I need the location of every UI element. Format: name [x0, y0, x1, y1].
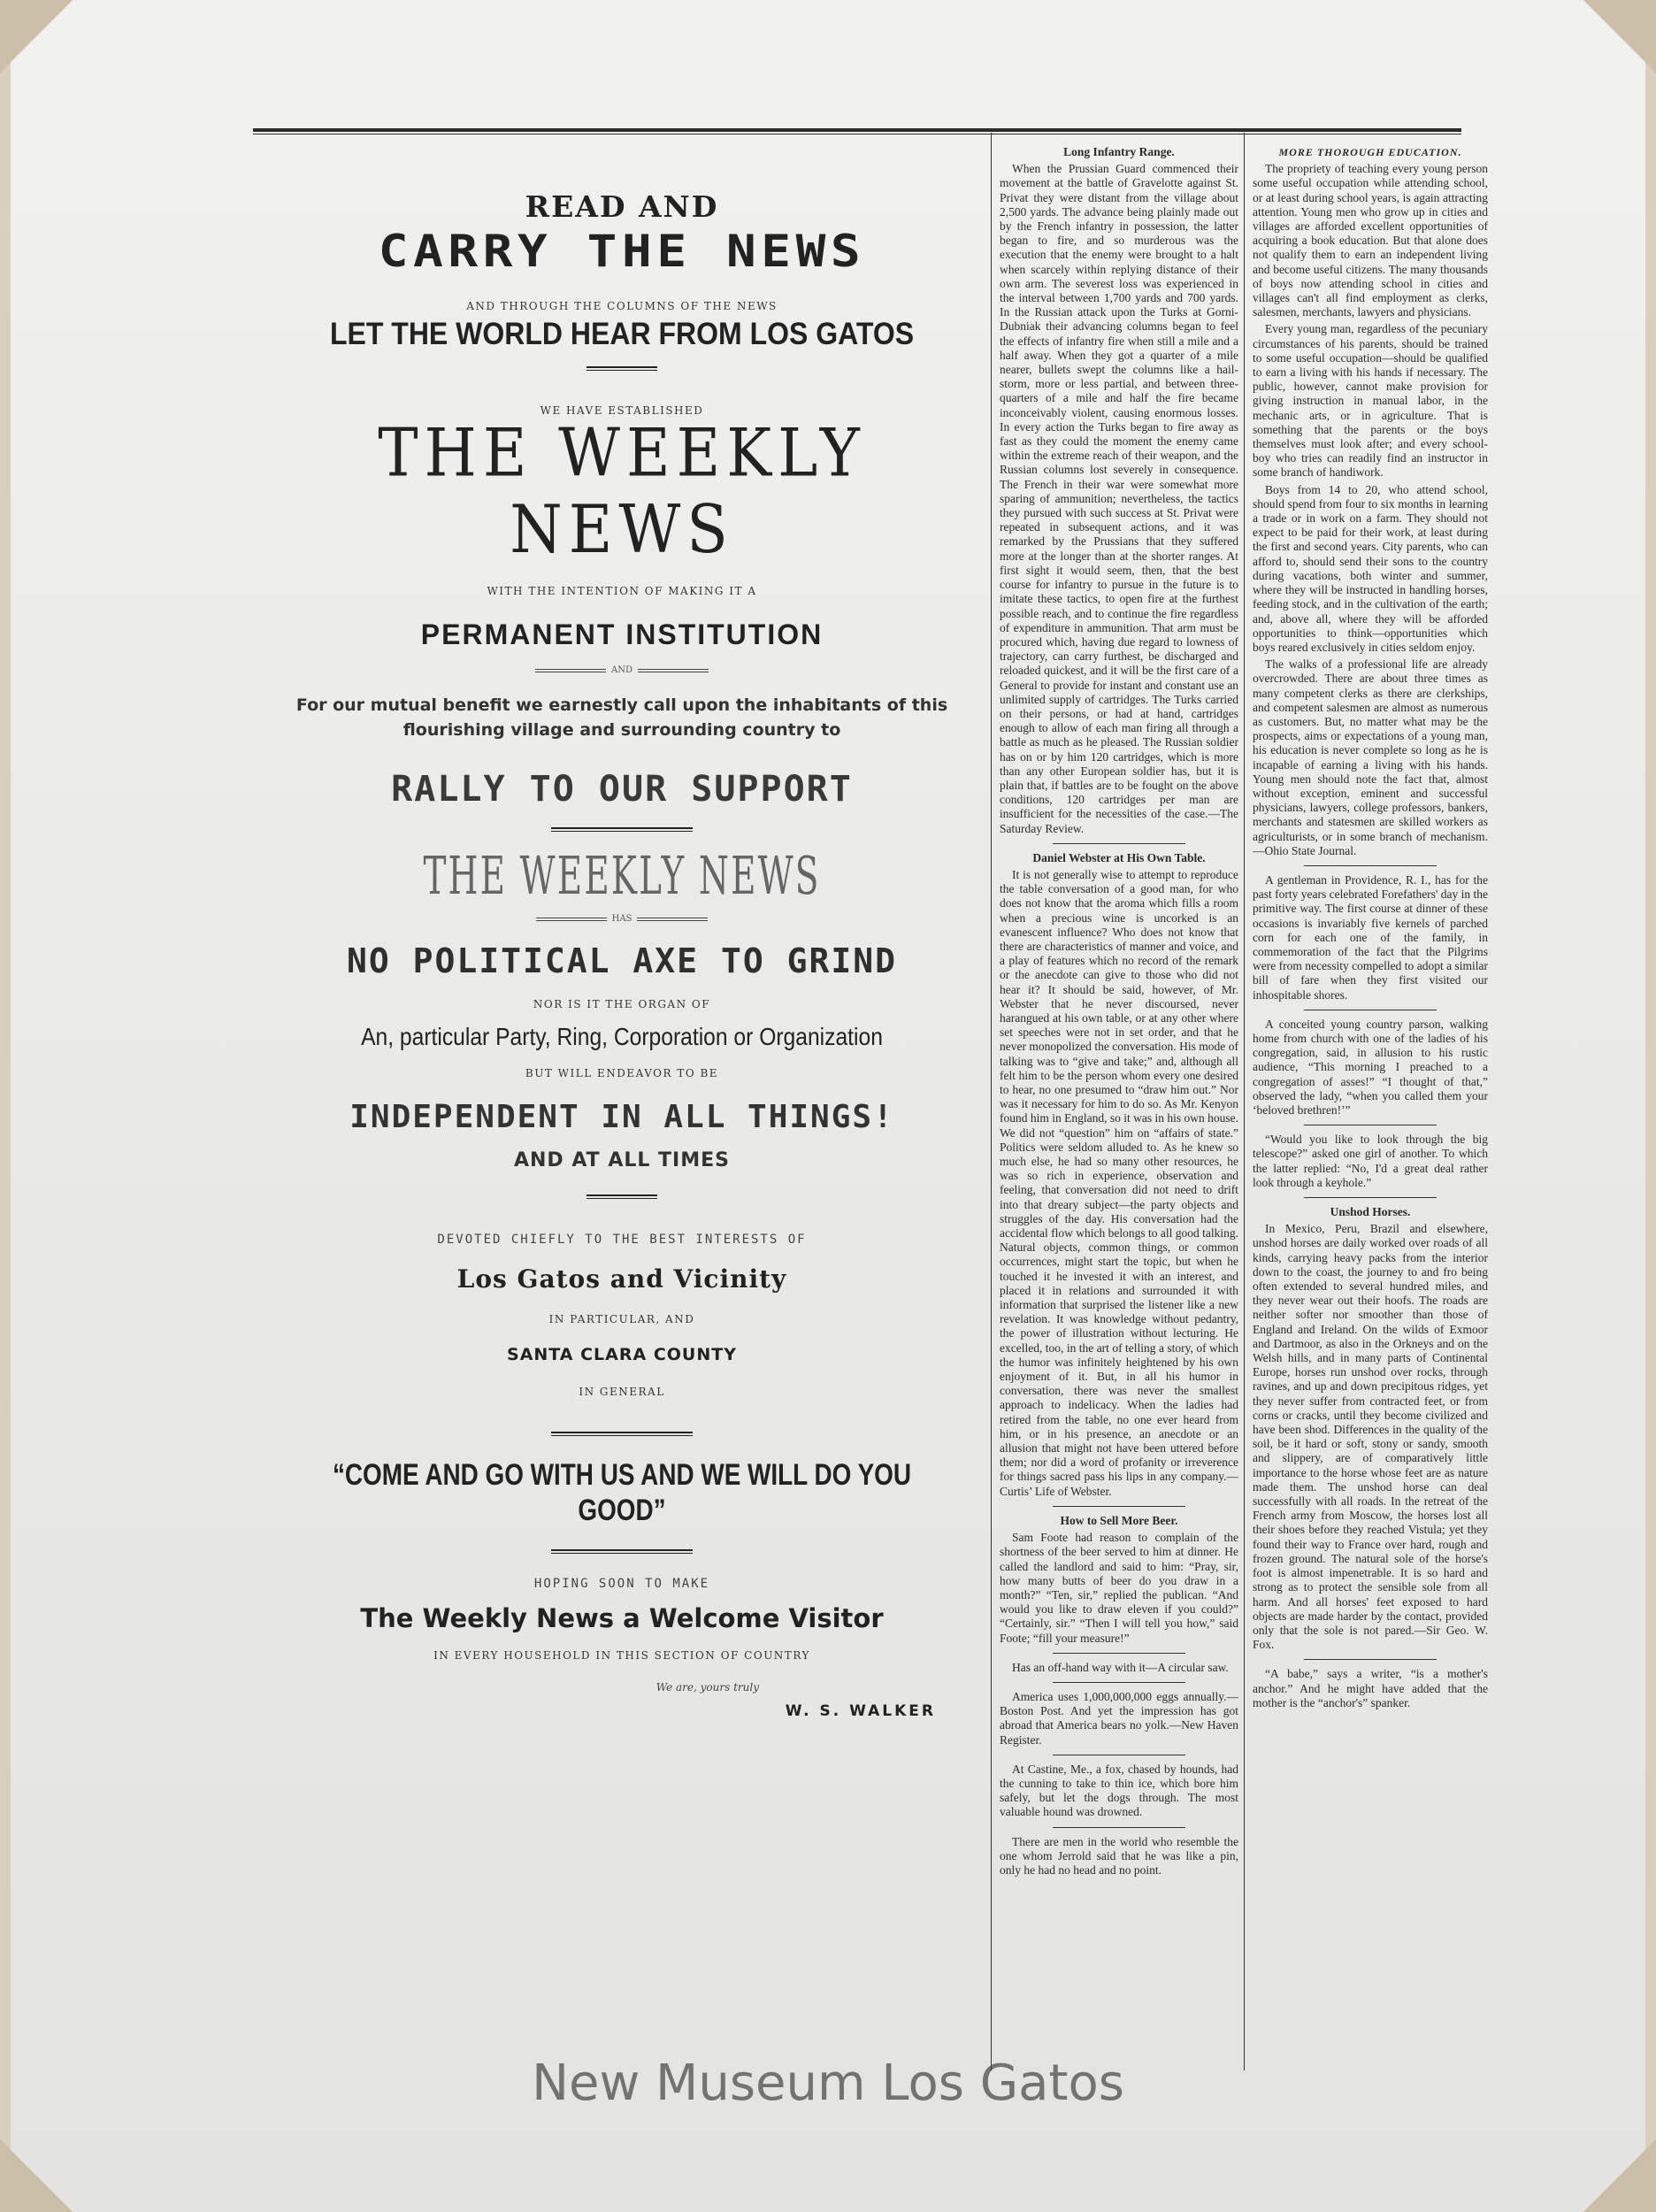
ad-and-divider [255, 665, 989, 675]
ad-in-general: IN GENERAL [579, 1386, 665, 1398]
article-body: When the Prussian Guard commenced their movement at the battle of Gravelotte against St. Privat they were distant from the village about 2,500 yards. The advance being plainly made out by the French infantry in possession, the latter began to fire, and so murderous was the execution that the enemy were brought to a halt when scarcely within replying distance of their own arm. The severest loss was experienced in the interval between 1,700 yards and 700 yards. In the Russian attack upon the Turks at Gorni-Dubniak their advancing columns began to feel the effects of infantry fire when still a mile and a half away. When they got a quarter of a mile nearer, bullets swept the columns like a hail-storm, more or less partial, and between three-quarters of a mile and half the fire became inconceivably violent, causing enormous losses. In every action the Turks began to fire away as fast as they could the moment the enemy came within the extreme reach of their weapon, and the Russian columns lost severely in consequence. The French in their war were somewhat more sparing of ammunition; nevertheless, the tactics they pursued with such success at St. Privat were repeated in subsequent actions, and it was remarked by the Prussians that they suffered more at the longer than at the shorter ranges. At first sight it would seem, then, that the best course for infantry to pursue in the future is to imitate these tactics, to open fire at the furthest possible reach, and to continue the fire regardless of expenditure in ammunition. That arm must be procured which, having due regard to lowness of trajectory, can carry furthest, be discharged and reloaded quickest, and it will be the first care of a General to provide for instant and constant use an unlimited supply of cartridges. The Turks carried on their persons, or had at hand, cartridges enough to allow of each man firing all through a battle as much as he pleased. The Russian soldier has on or by him 120 cartridges, which is more than any other European soldier has, but it is plain that, if battles are to be fought on the above conditions, 120 cartridges per man are insufficient for the necessities of the case.—The Saturday Review. [1000, 162, 1238, 835]
ad-rally-to-support: RALLY TO OUR SUPPORT [391, 769, 853, 810]
article-separator [1053, 1506, 1185, 1507]
ad-weekly-news-condensed: THE WEEKLY NEWS [423, 844, 821, 907]
right-news-column [1253, 142, 1488, 2070]
ad-devoted: DEVOTED CHIEFLY TO THE BEST INTERESTS OF [437, 1233, 807, 1247]
article-body: A conceited young country parson, walking home from church with one of the ladies of his congregation, said, in allusion to his rustic audience, “This morning I preached to a congregation of asses!” “I thought of that,” observed the lady, “when you called them your ‘beloved brethren!’” [1253, 1017, 1488, 1117]
ad-ornament [551, 827, 693, 832]
article-body: At Castine, Me., a fox, chased by hounds, had the cunning to take to thin ice, which bore him safely, but let the dogs through. The most valuable hound was drowned. [1000, 1762, 1238, 1819]
article-body: There are men in the world who resemble the one whom Jerrold said that he was like a pin, only he had no head and no point. [1000, 1834, 1238, 1877]
ad-let-world-hear: LET THE WORLD HEAR FROM LOS GATOS [329, 316, 915, 351]
ad-signature: W. S. WALKER [785, 1702, 936, 1720]
article-body: The walks of a professional life are already overcrowded. There are about three times as many competent clerks as there are clerkships, and competent salesmen are almost as numerous as customers. But, no matter what may be the prospects, aims or expectations of a young man, his education is never complete so long as he is incapable of earning a living with his hands. Young men should note the fact that, almost without exception, eminent and successful physicians, lawyers, college professors, bankers, merchants and statesmen are skilled workers as agriculturists, or in some branch of mechanism.—Ohio State Journal. [1253, 657, 1488, 857]
article-separator [1304, 1659, 1437, 1660]
column-rule [991, 133, 992, 2070]
article-title: MORE THOROUGH EDUCATION. [1278, 146, 1462, 158]
ad-we-are-yours: We are, yours truly [656, 1681, 759, 1694]
article-body: “A babe,” says a writer, “is a mother's anchor.” And he might have added that the mother is the “anchor's” spanker. [1253, 1667, 1488, 1709]
article-body: Boys from 14 to 20, who attend school, should spend from four to six months in learning a trade or in work on a farm. They should not expect to be paid for their work, at least during the first and second years. City parents, who can afford to, should send their sons to the country during vacations, both winter and summer, where they will be instructed in handling horses, feeding stock, and in the cultivation of the earth; and, above all, where they will be afforded opportunities to think—opportunities which boys reared exclusively in cities seldom enjoy. [1253, 482, 1488, 654]
article-body: Has an off-hand way with it—A circular saw. [1012, 1660, 1229, 1674]
article-title: Daniel Webster at His Own Table. [1032, 850, 1206, 864]
mounting-corner [0, 2128, 95, 2212]
ad-every-household: IN EVERY HOUSEHOLD IN THIS SECTION OF COUNTRY [433, 1649, 810, 1662]
weekly-news-advertisement [255, 177, 989, 1720]
article-body: The propriety of teaching every young person some useful occupation while attending school, or at least during school years, is again attracting attention. Young men who grow up in cities and villages are afforded excellent opportunities of acquiring a book education. But that alone does not qualify them to earn an independent living and become useful citizens. The many thousands of boys now attending school in cities and villages can't all find employment as clerks, salesmen, merchants, lawyers and physicians. [1253, 162, 1488, 319]
ad-and-through: AND THROUGH THE COLUMNS OF THE NEWS [466, 300, 778, 312]
ad-in-particular: IN PARTICULAR, AND [548, 1313, 695, 1325]
ad-has-label: HAS [611, 914, 632, 924]
ad-ornament [551, 1549, 693, 1554]
article-body: A gentleman in Providence, R. I., has for the past forty years celebrated Forefathers' day in the primitive way. The first course at dinner of these occasions is invariably five kernels of parched corn for each one of the family, in commemoration of the fact that the Pilgrims were from necessity compelled to adopt a similar bill of fare when they first visited our inhospitable shores. [1253, 872, 1488, 1002]
column-rule [1244, 133, 1245, 2070]
article-separator [1053, 1682, 1185, 1683]
ad-but-will: BUT WILL ENDEAVOR TO BE [525, 1067, 719, 1079]
article-title: How to Sell More Beer. [1060, 1513, 1178, 1527]
mounting-corner [1561, 0, 1656, 84]
ad-has-divider [255, 914, 989, 924]
ad-nor-organ: NOR IS IT THE ORGAN OF [533, 998, 711, 1010]
ad-no-political-axe: NO POLITICAL AXE TO GRIND [347, 941, 897, 980]
mounting-corner [1561, 2128, 1656, 2212]
article-body: Sam Foote had reason to complain of the shortness of the beer served to him at dinner. He called the landlord and said to him: “Pray, sir, how many butts of beer do you draw in a month?” “Ten, sir,” replied the publican. “And would you like to draw eleven if you could?” “Certainly, sir.” “Then I will tell you how,” said Foote; “fill your measure!” [1000, 1531, 1238, 1645]
ad-independent: INDEPENDENT IN ALL THINGS! [349, 1099, 894, 1135]
ad-read-and: READ AND [525, 189, 719, 224]
article-body: “Would you like to look through the big telescope?” asked one girl of another. To which the latter replied: “No, I'd a great deal rather look through a keyhole.” [1253, 1133, 1488, 1189]
ad-mutual-benefit: For our mutual benefit we earnestly call upon the inhabitants of this flourishing village and surrounding country to [295, 695, 948, 740]
article-separator [1053, 1827, 1185, 1828]
ad-los-gatos-vicinity: Los Gatos and Vicinity [456, 1264, 787, 1294]
ad-ornament [586, 1194, 657, 1199]
ad-santa-clara-county: SANTA CLARA COUNTY [507, 1345, 737, 1364]
museum-watermark: New Museum Los Gatos [532, 2055, 1124, 2112]
ad-and-label: AND [611, 665, 632, 675]
ad-weekly-news-title: THE WEEKLY NEWS [378, 415, 866, 569]
article-body: Every young man, regardless of the pecuniary circumstances of his parents, should be trained to some useful occupation—should be qualified to earn a living with his hands if necessary. The public, however, cannot make provision for giving instruction in manual labor, in the mechanic arts, or in agriculture. That is something that the parents or the boys themselves must look after; and every school-boy who tries can readily find an instructor in some branch of handiwork. [1253, 322, 1488, 480]
ad-welcome-visitor: The Weekly News a Welcome Visitor [360, 1603, 884, 1633]
ad-we-have-established: WE HAVE ESTABLISHED [540, 404, 704, 417]
mounting-corner [0, 0, 95, 84]
top-rule [253, 128, 1461, 134]
ad-with-intention: WITH THE INTENTION OF MAKING IT A [487, 585, 757, 597]
ad-come-and-go: “COME AND GO WITH US AND WE WILL DO YOU GOOD” [332, 1457, 912, 1527]
article-separator [1053, 1653, 1185, 1654]
article-body: It is not generally wise to attempt to reproduce the table conversation of a good man, for who does not know that the aroma which fills a room when a precious wine is uncorked is an evanescent influence? Who does not know that there are characteristics of manner and voice, and a play of features which no record of the remark or the anecdote can give to those who did not hear it? It should be said, however, of Mr. Webster that he never discoursed, never harangued at his own table, or at any other where set speeches were not in set order, and that he never monopolized the conversation. His mode of talking was to “give and take;” and, although all felt him to be the person whom every one desired to hear, no one presumed to “draw him out.” Nor was it necessary for him to do so. As Mr. Kenyon found him in England, so it was in his own house. We did not “question” him on “affairs of state.” Politics were seldom alluded to. As he knew so much else, he had so many other resources, he was so rich in experience, observation and feeling, that conversation did not need to drift into that dreary subject—the party objects and struggles of the day. His conversation had the accidental flow which belongs to all good talking. Natural objects, common things, or common occurrences, might start the topic, but when he touched it he invested it with an interest, and placed it in relations and surrounded it with information that surprised the listener like a new revelation. It was knowledge without pedantry, the power of illustration without lecturing. He excelled, too, in the art of telling a story, of which the humor was infinitely heightened by his own enjoyment of it. But, in all his humor in conversation, there was never the smallest approach to indelicacy. When the ladies had retired from the table, no one ever heard from him, or in his presence, an anecdote or an allusion that might not have been uttered before them; nor did a word of profanity or irreverence for things sacred pass his lips in any company.—Curtis’ Life of Webster. [1000, 867, 1238, 1498]
ad-ornament [586, 366, 657, 371]
ad-permanent-institution: PERMANENT INSTITUTION [420, 618, 824, 650]
article-title: Unshod Horses. [1330, 1205, 1411, 1219]
ad-all-times: AND AT ALL TIMES [513, 1149, 731, 1171]
ad-ornament [551, 1432, 693, 1436]
ad-carry-the-news: CARRY THE NEWS [378, 226, 866, 277]
article-separator [1304, 1197, 1437, 1198]
article-body: In Mexico, Peru, Brazil and elsewhere, unshod horses are daily worked over roads of all kinds, carrying heavy packs from the interior down to the coast, the journey to and fro being often extended to several hundred miles, and they never wear out their hoofs. The roads are neither softer nor smoother than those of England and Ireland. On the wilds of Exmoor and Dartmoor, as also in the Orkneys and on the Welsh hills, and in many parts of Continental Europe, horses run unshod over rocks, through ravines, and up and down precipitous ridges, yet they never suffer from contracted feet, or from corns or cracks, until they become civilized and have been shod. Differences in the quality of the soil, be it hard or soft, stony or sandy, smooth and slippery, are of comparatively little importance to the horse whose feet are as nature made them. The unshod horse can deal successfully with all roads. In the retreat of the French army from Moscow, the horses lost all their shoes before they reached Vistula; yet they found their way to France over hard, rough and frozen ground. The natural sole of the horse's foot is almost impenetrable. It is so hard and strong as to protect the sensible sole from all harm. And all horses' feet exposed to hard objects are made harder by the contact, provided only that the sole is not pared.—Sir Geo. W. Fox. [1253, 1222, 1488, 1652]
article-title: Long Infantry Range. [1063, 145, 1175, 158]
middle-news-column [1000, 142, 1238, 2070]
article-body: America uses 1,000,000,000 eggs annually.—Boston Post. And yet the impression has got abroad that America bears no yolk.—New Haven Register. [1000, 1689, 1238, 1747]
article-separator [1304, 865, 1437, 866]
article-separator [1053, 843, 1185, 844]
ad-particular-party: An, particular Party, Ring, Corporation or Organization [361, 1023, 883, 1050]
ad-hoping-soon: HOPING SOON TO MAKE [533, 1577, 710, 1591]
